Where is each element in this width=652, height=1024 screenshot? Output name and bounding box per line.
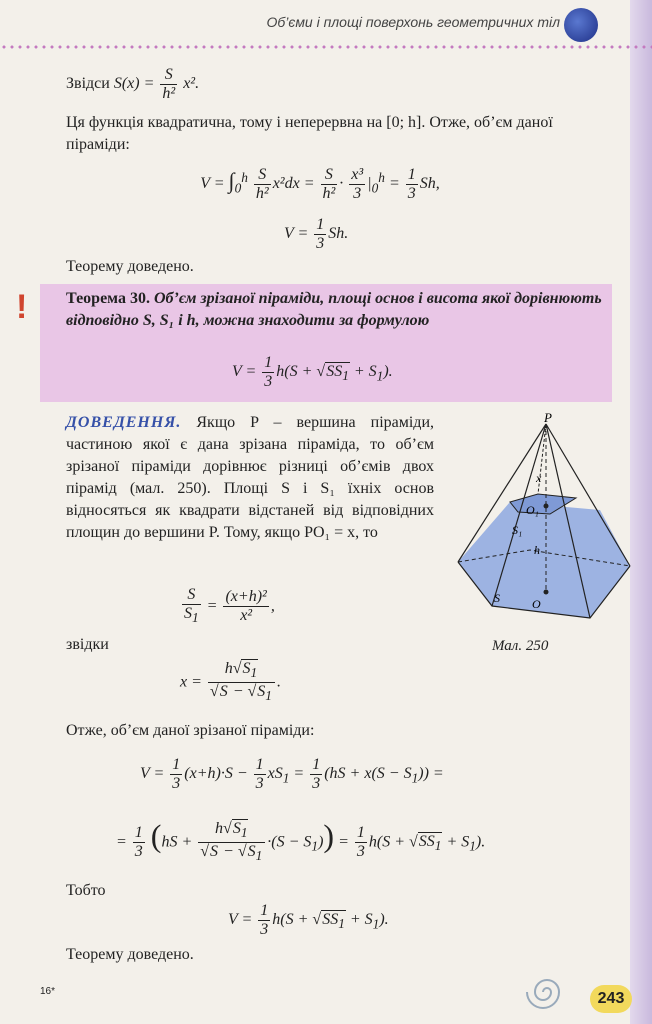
integral-formula: $V = \int_0^h$ $\frac{S}{\text{h²}}$ x²dx = $\frac{S}{\text{h²}}$ · $\frac{\text{x³}}{3}$ $|_0^h$ = $\frac{1}{3}$ Sh,	[200, 166, 440, 202]
header-circle-icon	[564, 8, 598, 42]
pyramid-volume-formula: V = $\frac{1}{3}$ Sh.	[284, 216, 349, 252]
signature-mark: 16*	[40, 986, 56, 997]
label-h: h	[534, 543, 540, 557]
page-number: 243	[590, 985, 632, 1013]
long-formula-2: = $\frac{1}{3}$ (hS + $\frac{h√S_1}{√S - √S_1}$ $\cdot(S - S_1)$) = $\frac{1}{3}$ $h(S + √SS_1 + S_1)$.	[116, 817, 486, 864]
ratio-formula: $\frac{S}{S_1}$ = $\frac{\text{(x+h)²}}{\text{x²}}$ ,	[184, 586, 275, 626]
proved-2: Теорему доведено.	[66, 946, 194, 963]
frustum-fill	[458, 502, 630, 618]
label-s: S	[494, 591, 500, 605]
sx-formula-line	[66, 66, 199, 103]
figure-caption: Мал. 250	[492, 638, 549, 654]
zvidky-word: звідки	[66, 636, 109, 653]
point-o1	[544, 504, 549, 509]
header-dotted-rule	[0, 44, 652, 50]
label-o1: O₁	[526, 503, 539, 517]
proof-label: ДОВЕДЕННЯ.	[66, 414, 182, 431]
theorem-text	[66, 288, 602, 332]
zvidsy-word: Звідси	[66, 75, 110, 93]
otzhe-paragraph: Отже, об’єм даної зрізаної піраміди:	[66, 722, 315, 739]
frustum-formula: V = $\frac{1}{3}$ $h(S + √SS_1 + S_1)$.	[232, 354, 393, 390]
pyramid-figure	[440, 410, 640, 640]
sx-formula: S(x) = $\frac{S}{\text{h²}}$ x².	[113, 66, 200, 102]
label-p: P	[544, 410, 552, 425]
final-formula: V = $\frac{1}{3}$ $h(S + √SS_1 + S_1)$.	[228, 902, 389, 938]
label-s1: S₁	[512, 523, 523, 537]
proved-1: Теорему доведено.	[66, 258, 194, 275]
theorem-title: Теорема 30.	[66, 290, 150, 307]
proof-paragraph	[66, 412, 434, 544]
long-formula-1: V = $\frac{1}{3}$ (x+h)·S − $\frac{1}{3}$ $xS_1$ = $\frac{1}{3}$ $(hS + x(S - S_1))$ =	[140, 756, 444, 792]
label-x: x	[536, 471, 542, 485]
exclamation-icon: !	[16, 288, 28, 326]
theorem-body: Об’єм зрізаної піраміди, площі основ і висота якої дорівнюють відповідно S, S₁ і h, можна знаходити за формулою	[66, 290, 602, 329]
proof-text: Якщо P – вершина піраміди, частиною якої є дана зрізана піраміда, то об’єм зрізаної піраміди дорівнює різниці об’ємів двох пірамід (мал. 250). Площі S і S₁ їхніх основ відносяться як квадрати відстаней від відповідних площин до вершини P. Тому, якщо PO₁ = x, то	[66, 414, 435, 541]
x-formula: x = $\frac{h√S_1}{√S - √S_1}$ .	[180, 660, 281, 704]
paragraph-quadratic: Ця функція квадратична, тому і неперервна на [0; h]. Отже, об’єм даної піраміди:	[66, 114, 553, 153]
point-o	[544, 590, 549, 595]
tobto-word: Тобто	[66, 882, 106, 899]
spiral-decoration	[512, 964, 582, 1020]
running-header: Об’єми і площі поверхонь геометричних тіл	[266, 14, 560, 30]
label-o: O	[532, 597, 541, 611]
